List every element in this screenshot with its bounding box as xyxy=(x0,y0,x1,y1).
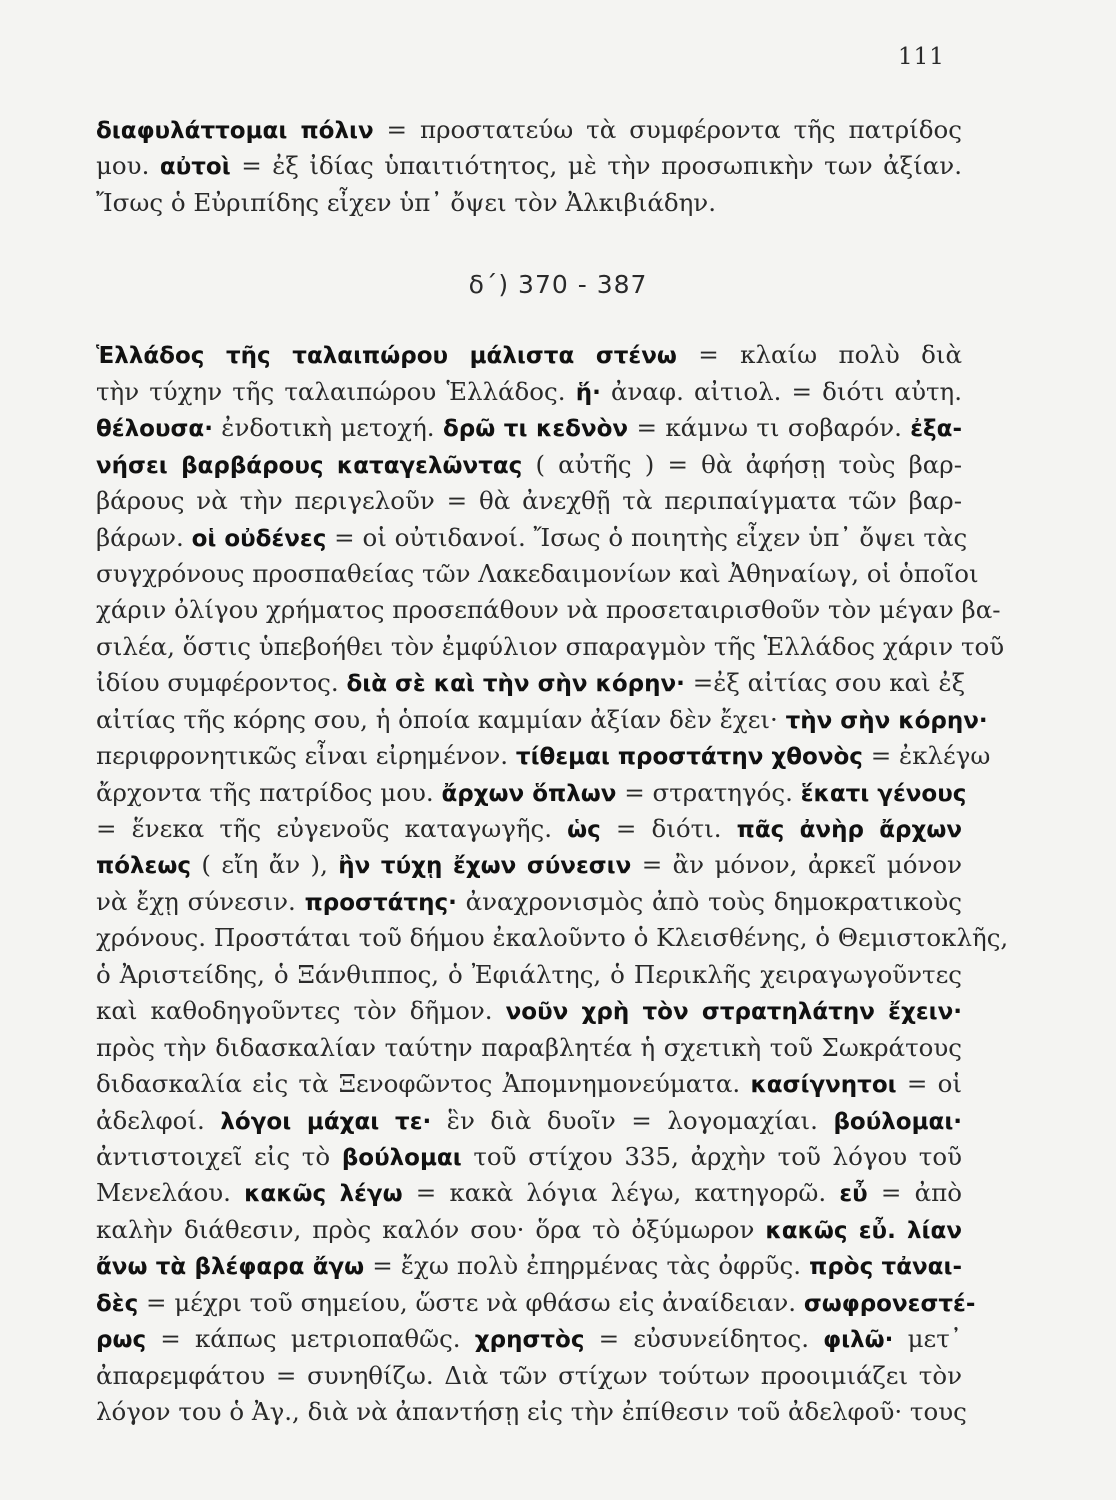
text-line xyxy=(96,884,962,920)
text-run: = προστατεύω τὰ συμφέροντα τῆς πατρίδος xyxy=(373,115,962,144)
text-run: Μενελάου. xyxy=(96,1178,245,1208)
text-run: =ἐξ αἰτίας σου καὶ ἐξ xyxy=(684,668,966,698)
bold-lemma: φιλῶ· xyxy=(823,1327,894,1354)
text-line xyxy=(96,920,1009,956)
text-line xyxy=(96,1175,962,1211)
bold-lemma: τὴν σὴν κόρην· xyxy=(785,707,988,734)
text-run: ἀδελφοί. xyxy=(96,1105,221,1135)
text-line xyxy=(96,993,962,1029)
text-line xyxy=(96,592,1001,628)
text-line xyxy=(96,629,1005,665)
text-run: ἀναφ. αἰτιολ. = διότι αὐτη. xyxy=(600,376,963,406)
text-run: ἀντιστοιχεῖ εἰς τὸ xyxy=(96,1141,342,1171)
bold-lemma: ἕκατι γένους xyxy=(800,780,967,807)
text-line xyxy=(96,374,962,410)
bold-lemma: διαφυλάττομαι πόλιν xyxy=(96,118,374,144)
text-run: συγχρόνους προσπαθείας τῶν Λακεδαιμονίων καὶ Ἀθηναίωγ, οἱ ὁποῖοι xyxy=(96,558,979,588)
text-line xyxy=(96,1066,962,1102)
text-run: περιφρονητικῶς εἶναι εἰρημένον. xyxy=(96,741,516,771)
text-run: ἰδίου συμφέροντος. xyxy=(96,668,347,698)
bold-lemma: πρὸς τἀναι- xyxy=(809,1254,962,1281)
text-line xyxy=(96,483,962,519)
bold-lemma: χρηστὸς xyxy=(474,1327,585,1354)
text-line xyxy=(96,1321,962,1357)
text-run: ἐνδοτικὴ μετοχή. xyxy=(212,413,443,443)
page-number: 111 xyxy=(898,44,945,70)
bold-lemma: εὖ xyxy=(839,1181,868,1208)
text-line xyxy=(96,1212,962,1248)
text-line xyxy=(96,1103,962,1139)
bold-lemma: τίθεμαι προστάτην χθονὸς xyxy=(515,744,863,771)
text-line xyxy=(96,811,962,847)
text-line xyxy=(96,447,962,483)
text-run: λόγον του ὁ Ἀγ., διὰ νὰ ἀπαντήσῃ εἰς τὴν ἐπίθεσιν τοῦ ἀδελφοῦ· τους xyxy=(96,1397,967,1426)
text-line xyxy=(96,1358,962,1394)
text-run: = ἀπὸ xyxy=(867,1178,962,1208)
paragraph-1 xyxy=(96,112,962,221)
bold-lemma: βούλομαι xyxy=(341,1144,462,1171)
text-run: ( εἴη ἄν ), xyxy=(190,850,339,880)
bold-lemma: ὡς xyxy=(567,817,601,843)
text-run: = οἱ xyxy=(896,1069,962,1099)
text-run: = ἔχω πολὺ ἐπηρμένας τὰς ὀφρῦς. xyxy=(364,1251,810,1281)
text-run: ἀναχρονισμὸς ἀπὸ τοὺς δημοκρατικοὺς xyxy=(456,886,962,916)
text-line xyxy=(96,148,962,184)
text-line xyxy=(96,410,962,446)
text-run: = οἱ οὐτιδανοί. Ἴσως ὁ ποιητὴς εἶχεν ὑπ᾽ ὄψει τὰς xyxy=(326,522,968,552)
text-run: = κακὰ λόγια λέγω, κατηγορῶ. xyxy=(402,1178,840,1208)
bold-lemma: ρως xyxy=(96,1327,147,1354)
text-run: ἀπαρεμφάτου = συνηθίζω. Διὰ τῶν στίχων τούτων προοιμιάζει τὸν xyxy=(96,1360,962,1390)
bold-lemma: κακῶς λέγω xyxy=(244,1181,403,1208)
text-run: = κάμνω τι σοβαρόν. xyxy=(628,413,911,443)
text-run: χάριν ὀλίγου χρήματος προσεπάθουν νὰ προσεταιρισθοῦν τὸν μέγαν βα- xyxy=(96,595,1001,625)
text-line xyxy=(96,702,988,738)
bold-lemma: κακῶς εὖ. λίαν xyxy=(765,1217,962,1244)
text-run: = μέχρι τοῦ σημείου, ὥστε νὰ φθάσω εἰς ἀναίδειαν. xyxy=(138,1287,804,1317)
text-run: ὁ Ἀριστείδης, ὁ Ξάνθιππος, ὁ Ἐφιάλτης, ὁ Περικλῆς χειραγωγοῦντες xyxy=(96,959,962,989)
text-line xyxy=(96,738,991,774)
bold-lemma: διὰ σὲ καὶ τὴν σὴν κόρην· xyxy=(346,671,685,698)
text-run: τὴν τύχην τῆς ταλαιπώρου Ἑλλάδος. xyxy=(96,376,576,406)
bold-lemma: δρῶ τι κεδνὸν xyxy=(442,416,629,443)
bold-lemma: νοῦν χρὴ τὸν στρατηλάτην ἔχειν· xyxy=(505,999,962,1026)
bold-lemma: ἥ· xyxy=(575,379,601,406)
text-run: = ἂν μόνον, ἀρκεῖ μόνον xyxy=(631,850,962,880)
text-run: χρόνους. Προστάται τοῦ δήμου ἐκαλοῦντο ὁ Κλεισθένης, ὁ Θεμιστοκλῆς, xyxy=(96,923,1009,953)
text-line xyxy=(96,1285,976,1321)
text-run: = διότι. xyxy=(600,814,737,843)
text-run: τοῦ στίχου 335, ἀρχὴν τοῦ λόγου τοῦ xyxy=(461,1141,962,1171)
text-run: σιλέα, ὅστις ὑπεβοήθει τὸν ἐμφύλιον σπαραγμὸν τῆς Ἑλλάδος χάριν τοῦ xyxy=(96,631,1005,661)
text-line xyxy=(96,520,968,556)
text-run: = στρατηγός. xyxy=(616,777,801,807)
bold-lemma: Ἑλλάδος τῆς ταλαιπώρου μάλιστα στένω xyxy=(96,343,677,370)
bold-lemma: σωφρονεστέ- xyxy=(803,1290,976,1317)
bold-lemma: πόλεως xyxy=(96,853,191,880)
bold-lemma: λόγοι μάχαι τε· xyxy=(220,1108,432,1135)
text-run: βάρων. xyxy=(96,522,192,552)
bold-lemma: βούλομαι· xyxy=(833,1108,963,1135)
body-text xyxy=(96,112,1009,1430)
text-run: = ἐξ ἰδίας ὑπαιτιότητος, μὲ τὴν προσωπικὴν των ἀξίαν. xyxy=(230,151,962,181)
text-line xyxy=(96,556,979,592)
bold-lemma: θέλουσα· xyxy=(96,416,213,443)
text-run: αἰτίας τῆς κόρης σου, ἡ ὁποία καμμίαν ἀξίαν δὲν ἔχει· xyxy=(96,704,786,734)
text-line xyxy=(96,185,962,221)
text-line xyxy=(96,957,962,993)
text-run: καὶ καθοδηγοῦντες τὸν δῆμον. xyxy=(96,996,506,1026)
text-run: Ἴσως ὁ Εὐριπίδης εἶχεν ὑπ᾽ ὄψει τὸν Ἀλκιβιάδην. xyxy=(96,187,716,217)
text-line xyxy=(96,847,962,883)
text-run: ἄρχοντα τῆς πατρίδος μου. xyxy=(96,777,442,807)
bold-lemma: ἄνω τὰ βλέφαρα ἄγω xyxy=(96,1254,365,1281)
text-line xyxy=(96,337,962,373)
text-line xyxy=(96,1139,962,1175)
section-heading: δ΄) 370 - 387 xyxy=(468,270,648,299)
text-line xyxy=(96,665,966,701)
text-line xyxy=(96,775,967,811)
text-run: = ἐκλέγω xyxy=(862,741,991,771)
text-run: ( αὐτῆς ) = θὰ ἀφήσῃ τοὺς βαρ- xyxy=(522,449,962,479)
bold-lemma: οἱ οὐδένες xyxy=(191,525,327,552)
text-run: διδασκαλία εἰς τὰ Ξενοφῶντος Ἀπομνημονεύματα. xyxy=(96,1069,751,1099)
text-run: πρὸς τὴν διδασκαλίαν ταύτην παραβλητέα ἡ σχετικὴ τοῦ Σωκράτους xyxy=(96,1032,962,1062)
bold-lemma: πᾶς ἀνὴρ ἄρχων xyxy=(736,817,962,843)
text-line xyxy=(96,1030,962,1066)
text-run: μου. xyxy=(96,151,160,181)
bold-lemma: ἢν τύχῃ ἔχων σύνεσιν xyxy=(338,853,632,880)
bold-lemma: κασίγνητοι xyxy=(750,1072,897,1099)
text-line xyxy=(96,112,962,148)
text-run: = κάπως μετριοπαθῶς. xyxy=(146,1324,475,1354)
text-run: = εὐσυνείδητος. xyxy=(584,1324,824,1354)
text-run: ἓν διὰ δυοῖν = λογομαχίαι. xyxy=(431,1105,834,1135)
text-run: μετ᾽ xyxy=(893,1324,963,1354)
bold-lemma: ἄρχων ὅπλων xyxy=(441,780,617,807)
text-run: = κλαίω πολὺ διὰ xyxy=(676,340,962,370)
text-run: νὰ ἔχῃ σύνεσιν. xyxy=(96,886,305,916)
bold-lemma: αὐτοὶ xyxy=(159,154,231,181)
bold-lemma: προστάτης· xyxy=(304,889,457,916)
paragraph-2 xyxy=(96,337,1009,1430)
text-run: βάρους νὰ τὴν περιγελοῦν = θὰ ἀνεχθῇ τὰ περιπαίγματα τῶν βαρ- xyxy=(96,486,962,516)
text-line xyxy=(96,1394,967,1430)
bold-lemma: νήσει βαρβάρους καταγελῶντας xyxy=(96,452,523,479)
text-line xyxy=(96,1248,962,1284)
text-run: = ἕνεκα τῆς εὐγενοῦς καταγωγῆς. xyxy=(96,814,568,843)
bold-lemma: δὲς xyxy=(96,1290,139,1317)
text-run: καλὴν διάθεσιν, πρὸς καλόν σου· ὅρα τὸ ὀξύμωρον xyxy=(96,1214,766,1244)
bold-lemma: ἐξα- xyxy=(910,416,962,443)
